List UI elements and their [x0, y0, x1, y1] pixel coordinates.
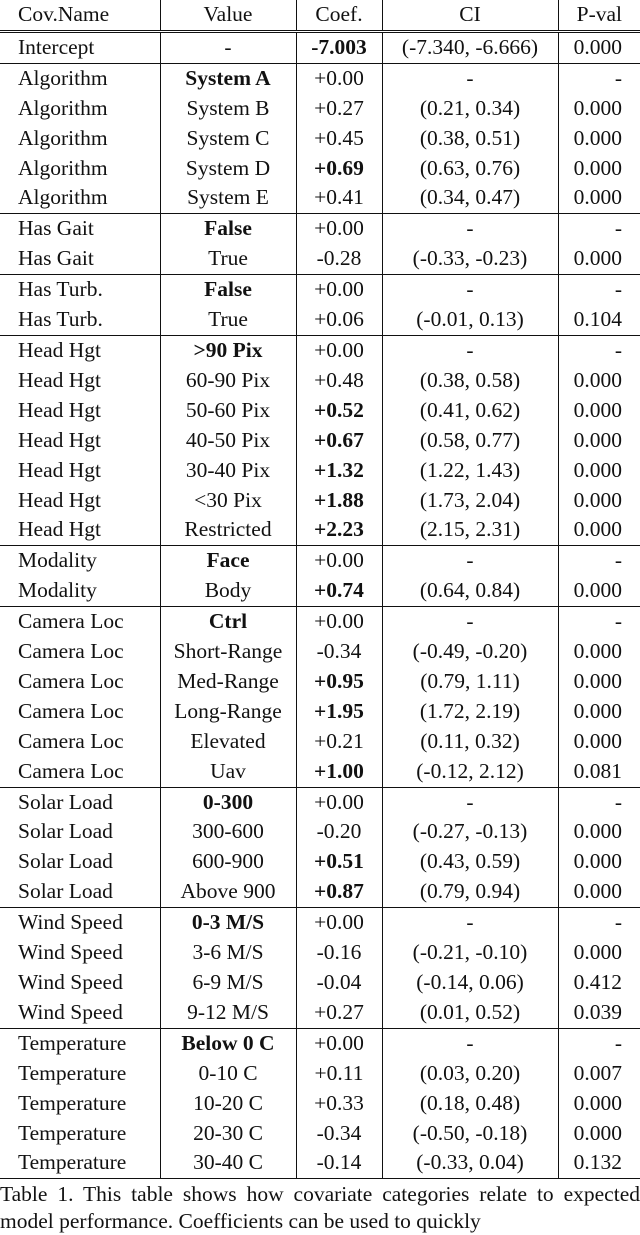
header-cov-name: Cov.Name — [0, 0, 160, 31]
table-row — [0, 576, 640, 606]
table-row — [0, 124, 640, 154]
table-row — [0, 515, 640, 545]
coef-cell: +0.00 — [296, 787, 382, 817]
p-val-cell: 0.412 — [573, 970, 622, 994]
cov-name-cell: Algorithm — [0, 124, 160, 154]
table-row — [0, 275, 640, 305]
value-cell: 30-40 C — [160, 1148, 296, 1178]
table-row — [0, 1119, 640, 1149]
table-row — [0, 727, 640, 757]
p-val-cell: 0.000 — [573, 698, 622, 723]
coef-cell: +0.27 — [296, 94, 382, 124]
p-val-cell: 0.000 — [573, 246, 622, 271]
coef-cell: -0.14 — [296, 1148, 382, 1178]
p-val-cell: 0.000 — [573, 427, 622, 452]
cov-name-cell: Head Hgt — [0, 396, 160, 426]
value-cell: 0-300 — [160, 787, 296, 817]
table-row — [0, 697, 640, 727]
p-val-cell: 0.000 — [573, 457, 622, 482]
coef-cell: -0.20 — [296, 817, 382, 847]
cov-name-cell: Head Hgt — [0, 515, 160, 545]
cov-name-cell: Temperature — [0, 1028, 160, 1058]
cov-name-cell: Algorithm — [0, 63, 160, 93]
value-cell: System B — [160, 94, 296, 124]
coef-cell: -0.04 — [296, 968, 382, 998]
table-caption: Table 1. This table shows how covariate categories relate to expected model performance. Coefficients can be used to quickly — [0, 1182, 640, 1234]
value-cell: 50-60 Pix — [160, 396, 296, 426]
p-val-cell: 0.000 — [573, 668, 622, 693]
cov-name-cell: Head Hgt — [0, 366, 160, 396]
cov-name-cell: Temperature — [0, 1089, 160, 1119]
coef-cell: +0.69 — [296, 154, 382, 184]
coef-cell: +0.00 — [296, 1028, 382, 1058]
ci-cell: (0.63, 0.76) — [382, 154, 558, 184]
coef-cell: +0.74 — [296, 576, 382, 606]
cov-name-cell: Modality — [0, 576, 160, 606]
p-val-cell: - — [558, 787, 640, 817]
value-cell: System D — [160, 154, 296, 184]
p-val-cell: 0.000 — [573, 940, 622, 965]
ci-cell: (0.03, 0.20) — [382, 1059, 558, 1089]
coef-cell: -0.34 — [296, 637, 382, 667]
cov-name-cell: Temperature — [0, 1148, 160, 1178]
cov-name-cell: Has Gait — [0, 244, 160, 274]
value-cell: 20-30 C — [160, 1119, 296, 1149]
value-cell: True — [160, 244, 296, 274]
p-val-cell: 0.000 — [573, 639, 622, 664]
ci-cell: (0.58, 0.77) — [382, 426, 558, 456]
table-row — [0, 998, 640, 1028]
header-ci: CI — [382, 0, 558, 31]
value-cell: Body — [160, 576, 296, 606]
ci-cell: (0.34, 0.47) — [382, 183, 558, 213]
cov-name-cell: Solar Load — [0, 787, 160, 817]
ci-cell: (-0.21, -0.10) — [382, 938, 558, 968]
p-val-cell: 0.000 — [573, 397, 622, 422]
p-val-cell: 0.007 — [573, 1060, 622, 1085]
cov-name-cell: Algorithm — [0, 94, 160, 124]
value-cell: False — [160, 275, 296, 305]
value-cell: 30-40 Pix — [160, 456, 296, 486]
ci-cell: (1.72, 2.19) — [382, 697, 558, 727]
cov-name-cell: Solar Load — [0, 877, 160, 907]
table-row — [0, 667, 640, 697]
table-row — [0, 214, 640, 244]
header-value: Value — [160, 0, 296, 31]
p-val-cell: 0.132 — [558, 1148, 640, 1178]
coef-cell: +0.00 — [296, 63, 382, 93]
p-val-cell: 0.039 — [573, 999, 622, 1024]
value-cell: Face — [160, 546, 296, 576]
coef-cell: +0.95 — [296, 667, 382, 697]
coef-cell: +0.41 — [296, 183, 382, 213]
value-cell: <30 Pix — [160, 486, 296, 516]
ci-cell: (0.41, 0.62) — [382, 396, 558, 426]
ci-cell: (1.73, 2.04) — [382, 486, 558, 516]
coef-cell: +1.32 — [296, 456, 382, 486]
value-cell: System E — [160, 183, 296, 213]
value-cell: Long-Range — [160, 697, 296, 727]
p-val-cell: 0.000 — [573, 185, 622, 210]
header-p-val: P-val — [576, 2, 622, 26]
table-row — [0, 396, 640, 426]
value-cell: 40-50 Pix — [160, 426, 296, 456]
ci-cell: (0.11, 0.32) — [382, 727, 558, 757]
ci-cell: - — [382, 607, 558, 637]
table-row — [0, 1059, 640, 1089]
p-val-cell: 0.000 — [573, 849, 622, 874]
value-cell: True — [160, 305, 296, 335]
value-cell: Short-Range — [160, 637, 296, 667]
value-cell: Below 0 C — [160, 1028, 296, 1058]
ci-cell: (0.43, 0.59) — [382, 847, 558, 877]
coef-cell: +0.48 — [296, 366, 382, 396]
value-cell: 9-12 M/S — [160, 998, 296, 1028]
value-cell: 10-20 C — [160, 1089, 296, 1119]
p-val-cell: 0.000 — [573, 95, 622, 120]
ci-cell: (0.79, 1.11) — [382, 667, 558, 697]
ci-cell: (-0.50, -0.18) — [382, 1119, 558, 1149]
ci-cell: - — [382, 275, 558, 305]
coef-cell: -7.003 — [296, 31, 382, 63]
ci-cell: (-7.340, -6.666) — [382, 31, 558, 63]
cov-name-cell: Has Gait — [0, 214, 160, 244]
table-row — [0, 757, 640, 787]
coef-cell: +0.00 — [296, 546, 382, 576]
p-val-cell: 0.000 — [573, 34, 622, 59]
p-val-cell: 0.000 — [573, 728, 622, 753]
table-row — [0, 1148, 640, 1178]
table-row — [0, 1089, 640, 1119]
cov-name-cell: Temperature — [0, 1119, 160, 1149]
table-row — [0, 968, 640, 998]
value-cell: False — [160, 214, 296, 244]
coef-cell: -0.16 — [296, 938, 382, 968]
coef-cell: +0.45 — [296, 124, 382, 154]
p-val-cell: 0.000 — [573, 517, 622, 542]
cov-name-cell: Has Turb. — [0, 305, 160, 335]
p-val-cell: - — [558, 275, 640, 305]
header-coef: Coef. — [296, 0, 382, 31]
coef-cell: -0.34 — [296, 1119, 382, 1149]
p-val-cell: 0.000 — [573, 879, 622, 904]
p-val-cell: - — [558, 607, 640, 637]
table-row — [0, 546, 640, 576]
p-val-cell: 0.000 — [573, 367, 622, 392]
table-row — [0, 244, 640, 274]
cov-name-cell: Camera Loc — [0, 757, 160, 787]
table-row — [0, 908, 640, 938]
coef-cell: +1.95 — [296, 697, 382, 727]
cov-name-cell: Camera Loc — [0, 697, 160, 727]
cov-name-cell: Head Hgt — [0, 456, 160, 486]
ci-cell: (1.22, 1.43) — [382, 456, 558, 486]
cov-name-cell: Wind Speed — [0, 938, 160, 968]
cov-name-cell: Wind Speed — [0, 998, 160, 1028]
table-row — [0, 456, 640, 486]
ci-cell: (-0.12, 2.12) — [382, 757, 558, 787]
ci-cell: - — [382, 787, 558, 817]
p-val-cell: - — [558, 546, 640, 576]
ci-cell: (0.18, 0.48) — [382, 1089, 558, 1119]
coef-cell: +0.11 — [296, 1059, 382, 1089]
value-cell: 6-9 M/S — [160, 968, 296, 998]
table-row — [0, 847, 640, 877]
value-cell: System C — [160, 124, 296, 154]
p-val-cell: - — [558, 335, 640, 365]
value-cell: Above 900 — [160, 877, 296, 907]
ci-cell: - — [382, 546, 558, 576]
p-val-cell: - — [558, 908, 640, 938]
value-cell: 60-90 Pix — [160, 366, 296, 396]
ci-cell: - — [382, 214, 558, 244]
cov-name-cell: Algorithm — [0, 183, 160, 213]
p-val-cell: 0.000 — [573, 1090, 622, 1115]
coef-cell: +0.27 — [296, 998, 382, 1028]
ci-cell: (0.21, 0.34) — [382, 94, 558, 124]
p-val-cell: 0.081 — [573, 758, 622, 783]
cov-name-cell: Camera Loc — [0, 607, 160, 637]
table-row — [0, 183, 640, 213]
value-cell: Elevated — [160, 727, 296, 757]
p-val-cell: 0.104 — [573, 307, 622, 332]
ci-cell: (0.38, 0.58) — [382, 366, 558, 396]
cov-name-cell: Camera Loc — [0, 727, 160, 757]
coef-cell: -0.28 — [296, 244, 382, 274]
value-cell: Med-Range — [160, 667, 296, 697]
cov-name-cell: Solar Load — [0, 817, 160, 847]
ci-cell: - — [382, 1028, 558, 1058]
coef-cell: +0.00 — [296, 275, 382, 305]
cov-name-cell: Modality — [0, 546, 160, 576]
ci-cell: (-0.49, -0.20) — [382, 637, 558, 667]
coef-cell: +0.00 — [296, 335, 382, 365]
p-val-cell: 0.000 — [573, 1120, 622, 1145]
value-cell: - — [160, 31, 296, 63]
table-row — [0, 154, 640, 184]
p-val-cell: - — [558, 214, 640, 244]
coef-cell: +0.67 — [296, 426, 382, 456]
cov-name-cell: Temperature — [0, 1059, 160, 1089]
coef-cell: +0.00 — [296, 214, 382, 244]
ci-cell: (0.64, 0.84) — [382, 576, 558, 606]
table-row — [0, 607, 640, 637]
ci-cell: (2.15, 2.31) — [382, 515, 558, 545]
table-row — [0, 486, 640, 516]
table-row — [0, 877, 640, 907]
value-cell: 0-10 C — [160, 1059, 296, 1089]
ci-cell: (-0.01, 0.13) — [382, 305, 558, 335]
table-row — [0, 63, 640, 93]
coef-cell: +0.52 — [296, 396, 382, 426]
table-header — [0, 0, 640, 31]
cov-name-cell: Head Hgt — [0, 486, 160, 516]
ci-cell: (-0.33, 0.04) — [382, 1148, 558, 1178]
cov-name-cell: Head Hgt — [0, 426, 160, 456]
ci-cell: (0.38, 0.51) — [382, 124, 558, 154]
value-cell: >90 Pix — [160, 335, 296, 365]
p-val-cell: - — [558, 1028, 640, 1058]
coef-cell: +0.51 — [296, 847, 382, 877]
table-body — [0, 31, 640, 1178]
table-row — [0, 94, 640, 124]
table-row — [0, 305, 640, 335]
cov-name-cell: Head Hgt — [0, 335, 160, 365]
coef-cell: +0.00 — [296, 607, 382, 637]
value-cell: 3-6 M/S — [160, 938, 296, 968]
table-row — [0, 637, 640, 667]
p-val-cell: 0.000 — [573, 155, 622, 180]
value-cell: 0-3 M/S — [160, 908, 296, 938]
value-cell: System A — [160, 63, 296, 93]
coef-cell: +1.88 — [296, 486, 382, 516]
header-row — [0, 0, 640, 31]
table-row — [0, 938, 640, 968]
value-cell: Restricted — [160, 515, 296, 545]
coef-cell: +2.23 — [296, 515, 382, 545]
coef-cell: +0.21 — [296, 727, 382, 757]
ci-cell: (-0.14, 0.06) — [382, 968, 558, 998]
ci-cell: (-0.27, -0.13) — [382, 817, 558, 847]
cov-name-cell: Has Turb. — [0, 275, 160, 305]
p-val-cell: 0.000 — [573, 125, 622, 150]
cov-name-cell: Wind Speed — [0, 908, 160, 938]
table-row — [0, 1028, 640, 1058]
table-row — [0, 335, 640, 365]
value-cell: Ctrl — [160, 607, 296, 637]
p-val-cell: 0.000 — [573, 578, 622, 603]
ci-cell: - — [382, 335, 558, 365]
cov-name-cell: Wind Speed — [0, 968, 160, 998]
ci-cell: (0.79, 0.94) — [382, 877, 558, 907]
p-val-cell: - — [558, 63, 640, 93]
coef-cell: +0.87 — [296, 877, 382, 907]
cov-name-cell: Algorithm — [0, 154, 160, 184]
table-row — [0, 31, 640, 63]
coef-cell: +0.06 — [296, 305, 382, 335]
coef-cell: +0.00 — [296, 908, 382, 938]
table-row — [0, 366, 640, 396]
table-row — [0, 787, 640, 817]
ci-cell: (-0.33, -0.23) — [382, 244, 558, 274]
coef-cell: +1.00 — [296, 757, 382, 787]
cov-name-cell: Camera Loc — [0, 637, 160, 667]
value-cell: 600-900 — [160, 847, 296, 877]
ci-cell: - — [382, 63, 558, 93]
cov-name-cell: Intercept — [0, 31, 160, 63]
table-row — [0, 426, 640, 456]
p-val-cell: 0.000 — [573, 819, 622, 844]
value-cell: Uav — [160, 757, 296, 787]
ci-cell: (0.01, 0.52) — [382, 998, 558, 1028]
value-cell: 300-600 — [160, 817, 296, 847]
table-row — [0, 817, 640, 847]
ci-cell: - — [382, 908, 558, 938]
cov-name-cell: Solar Load — [0, 847, 160, 877]
cov-name-cell: Camera Loc — [0, 667, 160, 697]
p-val-cell: 0.000 — [573, 487, 622, 512]
coef-cell: +0.33 — [296, 1089, 382, 1119]
